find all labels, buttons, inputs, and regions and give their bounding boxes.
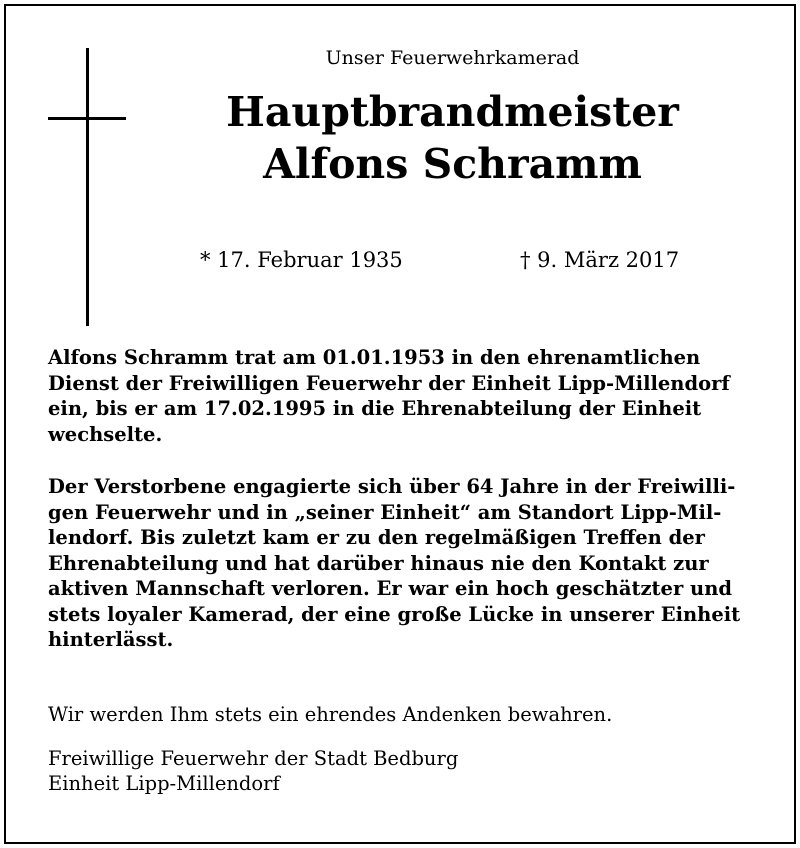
paragraph-line: stets loyaler Kamerad, der eine große Lücke in unserer Einheit [48,602,741,626]
paragraph-line: wechselte. [48,422,163,446]
birth-date: * 17. Februar 1935 [200,248,403,272]
biography-paragraph [48,345,754,447]
intro-text: Unser Feuerwehrkamerad [325,47,580,69]
paragraph-line: lendorf. Bis zuletzt kam er zu den regelmäßigen Treffen der [48,526,705,549]
paragraph-line: aktiven Mannschaft verloren. Er war ein hoch geschätzter und [48,577,733,600]
cross-icon [86,48,89,326]
paragraph-line: hinterlässt. [48,628,174,651]
paragraph-line: Alfons Schramm trat am 01.01.1953 in den ehrenamtlichen [48,346,701,369]
closing-sentence: Wir werden Ihm stets ein ehrendes Andenken bewahren. [48,703,613,726]
cross-icon-bar [48,117,126,120]
deceased-name: Alfons Schramm [263,140,642,188]
signature-unit: Einheit Lipp-Millendorf [48,772,280,795]
signature-organization: Freiwillige Feuerwehr der Stadt Bedburg [48,747,459,770]
deceased-heading [150,86,755,190]
signature-block [48,746,458,796]
rank-title: Hauptbrandmeister [226,88,679,136]
paragraph-line: ein, bis er am 17.02.1995 in die Ehrenabteilung der Einheit [48,397,702,420]
tribute-paragraph [48,474,754,653]
paragraph-line: Ehrenabteilung und hat darüber hinaus nie den Kontakt zur [48,551,709,575]
paragraph-line: Der Verstorbene engagierte sich über 64 Jahre in der Freiwilli- [48,475,736,498]
paragraph-line: Dienst der Freiwilligen Feuerwehr der Einheit Lipp-Millendorf [48,371,730,395]
death-date: † 9. März 2017 [520,248,680,272]
paragraph-line: gen Feuerwehr und in „seiner Einheit“ am Standort Lipp-Mil- [48,500,722,524]
